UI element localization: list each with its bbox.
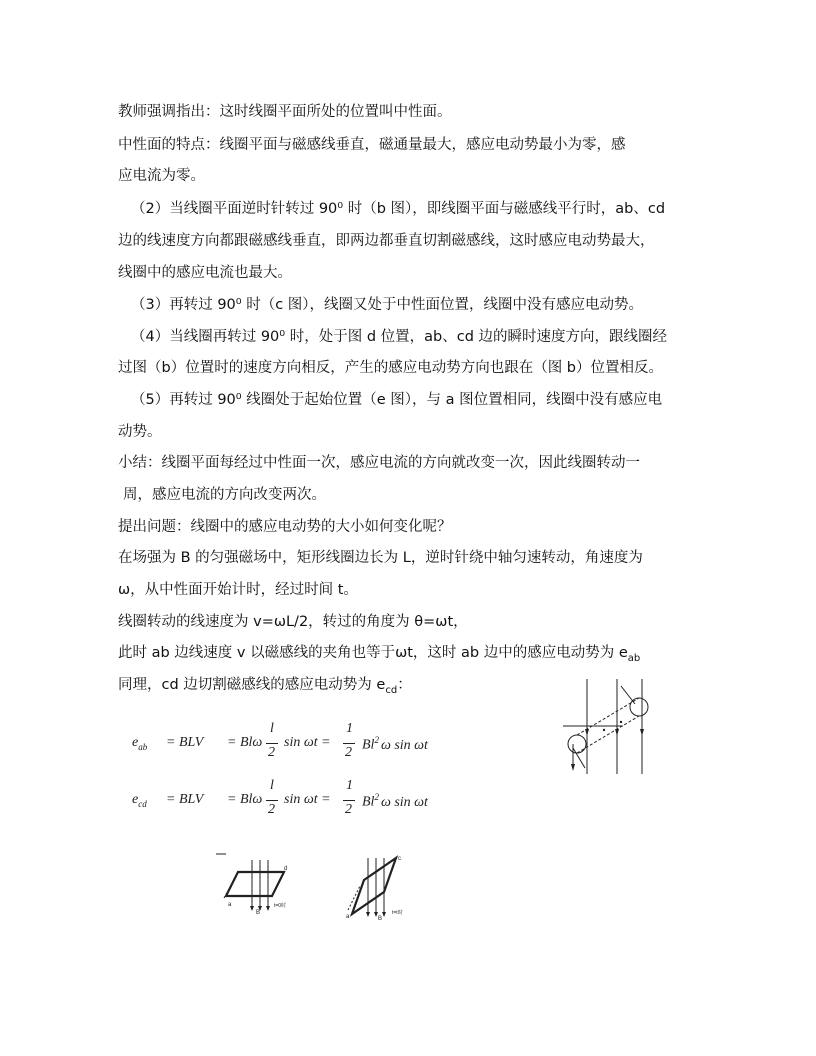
text-line-17: 线圈转动的线速度为 v=ωL/2，转过的角度为 θ=ωt， <box>118 614 468 630</box>
eq2-lhs-sub: cd <box>138 798 147 809</box>
fig2-label-a: a <box>346 914 350 920</box>
text-line-7: （3）再转过 90⁰ 时（c 图），线圈又处于中性面位置，线圈中没有感应电动势。 <box>131 297 644 313</box>
eq2-frac-num: l <box>270 778 274 793</box>
text-line-18-main: 此时 ab 边线速度 v 以磁感线的夹角也等于ωt，这时 ab 边中的感应电动势为 e <box>118 645 628 661</box>
eq2-p5: ω sin ωt <box>380 794 428 810</box>
colon: ： <box>397 677 412 693</box>
subscript-cd: cd <box>385 684 398 696</box>
text-line-8: （4）当线圈再转过 90⁰ 时，处于图 d 位置，ab、cd 边的瞬时速度方向，跟线圈经 <box>131 329 668 345</box>
text-line-16: ω，从中性面开始计时，经过时间 t。 <box>118 582 358 598</box>
eq2-half-bar <box>343 800 355 801</box>
text-line-6: 线圈中的感应电流也最大。 <box>118 265 292 281</box>
eq2-p1: = BLV <box>166 792 204 807</box>
subscript-ab: ab <box>627 652 641 664</box>
eq1-frac-bar <box>266 743 278 744</box>
text-line-14: 提出问题：线圈中的感应电动势的大小如何变化呢？ <box>118 519 452 535</box>
fig1-label-a: a <box>228 902 232 908</box>
equation-eab <box>132 721 452 765</box>
eq2-frac-bar <box>266 800 278 801</box>
fig1-label-d: d <box>284 866 288 872</box>
eq1-half-den: 2 <box>345 745 352 760</box>
text-line-15: 在场强为 B 的匀强磁场中，矩形线圈边长为 L，逆时针绕中轴匀速转动，角速度为 <box>118 550 643 566</box>
text-line-2: 中性面的特点：线圈平面与磁感线垂直，磁通量最大，感应电动势最小为零，感 <box>118 137 626 153</box>
text-line-1: 教师强调指出：这时线圈平面所处的位置叫中性面。 <box>118 104 452 120</box>
text-line-19-main: 同理，cd 边切割磁感线的感应电动势为 e <box>118 677 386 693</box>
eq1-half-num: 1 <box>346 721 353 736</box>
coil-figure-t <box>338 852 428 920</box>
fig1-label-t: t=0时 <box>274 903 287 909</box>
eq1-p4-sup: 2 <box>374 735 379 745</box>
eq1-p4: Bl <box>362 737 375 753</box>
text-line-9: 过图（b）位置时的速度方向相反，产生的感应电动势方向也跟在（图 b）位置相反。 <box>118 360 664 376</box>
eq1-p5: ω sin ωt <box>380 737 428 753</box>
eq2-p4-sup: 2 <box>374 792 379 802</box>
text-line-10: （5）再转过 90⁰ 线圈处于起始位置（e 图），与 a 图位置相同，线圈中没有感应电 <box>131 392 663 408</box>
eq1-p1: = BLV <box>166 735 204 750</box>
text-line-12: 小结：线圈平面每经过中性面一次，感应电流的方向就改变一次，因此线圈转动一 <box>118 455 640 471</box>
eq2-half-den: 2 <box>345 802 352 817</box>
rotating-coil-diagram <box>555 676 665 778</box>
text-line-13: 周，感应电流的方向改变两次。 <box>123 487 326 503</box>
text-line-19 <box>118 675 412 701</box>
eq1-frac-den: 2 <box>268 745 275 760</box>
fig2-label-c: c <box>398 856 401 862</box>
fig2-label-t: t=t时 <box>392 910 403 916</box>
coil-figure-t0 <box>212 852 302 914</box>
text-line-3: 应电流为零。 <box>118 168 205 184</box>
eq1-lhs: e <box>132 735 139 750</box>
fig2-label-b: B <box>378 916 383 920</box>
eq1-frac-num: l <box>270 721 274 736</box>
eq2-p4: Bl <box>362 794 375 810</box>
eq1-lhs-sub: ab <box>138 741 148 752</box>
text-line-5: 边的线速度方向都跟磁感线垂直，即两边都垂直切割磁感线，这时感应电动势最大， <box>118 233 655 249</box>
text-line-18 <box>118 643 640 669</box>
eq1-p2: = Blω <box>227 735 263 750</box>
eq2-p3: sin ωt = <box>284 792 331 807</box>
eq1-half-bar <box>343 743 355 744</box>
eq2-half-num: 1 <box>346 778 353 793</box>
eq2-p2: = Blω <box>227 792 263 807</box>
text-line-11: 动势。 <box>118 424 162 440</box>
equation-ecd <box>132 778 452 822</box>
eq2-frac-den: 2 <box>268 802 275 817</box>
text-line-4: （2）当线圈平面逆时针转过 90⁰ 时（b 图），即线圈平面与磁感线平行时，ab、cd <box>131 201 666 217</box>
eq2-lhs: e <box>132 792 139 807</box>
fig1-label-b: B <box>256 910 261 914</box>
eq1-p3: sin ωt = <box>284 735 331 750</box>
